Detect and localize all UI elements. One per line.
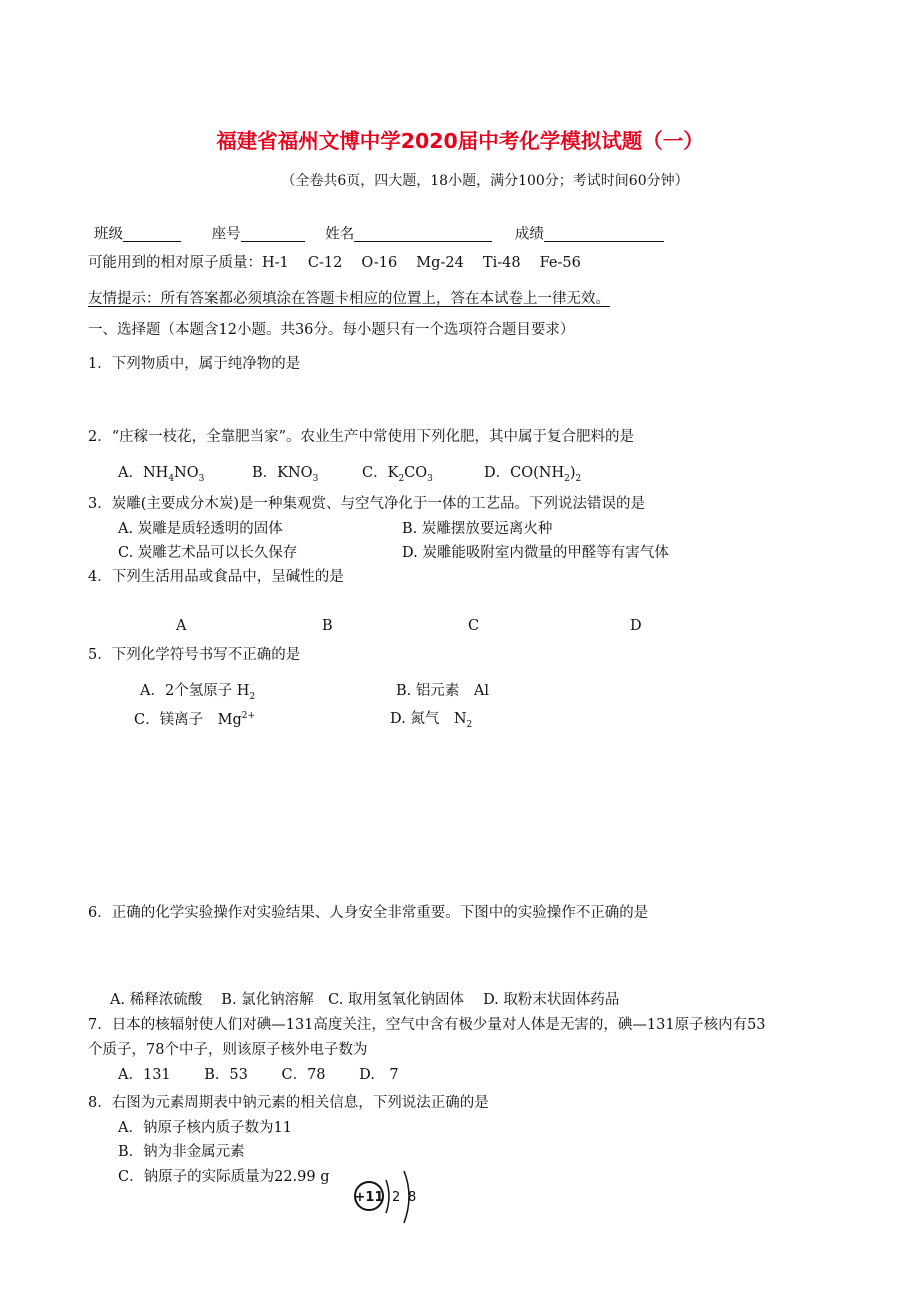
question-7-line-2: 个质子，78个中子，则该原子核外电子数为 — [88, 1042, 368, 1058]
question-2-option-c: C．$K_2CO_3$ — [362, 465, 433, 484]
question-5-option-d: D. 氮气 $N_2$ — [390, 711, 473, 730]
question-3: 3．炭雕(主要成分木炭)是一种集观赏、与空气净化于一体的工艺品。下列说法错误的是 — [88, 496, 646, 512]
question-5-option-a: A．2个氢原子 $H_2$ — [140, 683, 256, 702]
question-3-option-a: A. 炭雕是质轻透明的固体 — [118, 521, 283, 537]
question-2-option-d: D．$CO(NH_2)_2$ — [484, 465, 582, 484]
question-2-option-a: A．$NH_4NO_3$ — [118, 465, 205, 484]
question-3-option-c: C. 炭雕艺术品可以长久保存 — [118, 545, 298, 561]
question-4-label-c: C — [468, 618, 480, 634]
question-8-option-b: B．钠为非金属元素 — [118, 1144, 245, 1160]
question-8-option-a: A．钠原子核内质子数为11 — [118, 1120, 292, 1136]
sodium-atom-structure-diagram — [352, 1167, 424, 1229]
question-7-line-1: 7．日本的核辐射使人们对碘—131高度关注，空气中含有极少量对人体是无害的，碘—131原子核内有53 — [88, 1017, 766, 1033]
question-6: 6．正确的化学实验操作对实验结果、人身安全非常重要。下图中的实验操作不正确的是 — [88, 905, 649, 921]
field-name-label: 姓名 — [325, 226, 355, 243]
question-4-label-d: D — [630, 618, 642, 634]
question-4: 4．下列生活用品或食品中，呈碱性的是 — [88, 569, 344, 585]
question-6-options: A. 稀释浓硫酸 B. 氯化钠溶解 C. 取用氢氧化钠固体 D. 取粉末状固体药品 — [110, 992, 620, 1008]
electron-shell-2-count: 8 — [408, 1190, 417, 1205]
question-5-option-c: C．镁离子 $Mg^{2+}$ — [134, 711, 256, 728]
electron-shell-1-arc — [386, 1180, 389, 1213]
field-class-blank[interactable] — [123, 226, 181, 242]
question-5-option-b: B. 铝元素 Al — [396, 683, 489, 699]
nucleus-charge: +11 — [354, 1190, 384, 1205]
page-title: 福建省福州文博中学2020届中考化学模拟试题（一） — [216, 129, 704, 153]
question-5: 5．下列化学符号书写不正确的是 — [88, 647, 301, 663]
question-8: 8．右图为元素周期表中钠元素的相关信息，下列说法正确的是 — [88, 1095, 489, 1111]
question-7-options: A．131 B．53 C．78 D. 7 — [118, 1067, 399, 1083]
field-score-blank[interactable] — [544, 226, 664, 242]
field-class-label: 班级 — [94, 226, 123, 243]
atomic-masses: 可能用到的相对原子质量：H-1 C-12 O-16 Mg-24 Ti-48 Fe-56 — [88, 255, 581, 271]
question-3-option-b: B. 炭雕摆放要远离火种 — [402, 521, 553, 537]
question-4-label-b: B — [322, 618, 333, 634]
info-row — [94, 226, 688, 242]
electron-shell-1-count: 2 — [392, 1190, 401, 1205]
question-2-option-b: B．$KNO_3$ — [252, 465, 319, 484]
field-seat-blank[interactable] — [241, 226, 305, 242]
question-4-label-a: A — [176, 618, 187, 634]
field-seat-label: 座号 — [211, 226, 241, 243]
question-2: 2．“庄稼一枝花，全靠肥当家”。农业生产中常使用下列化肥，其中属于复合肥料的是 — [88, 429, 635, 445]
question-1: 1．下列物质中，属于纯净物的是 — [88, 356, 301, 372]
section-1-heading: 一、选择题（本题含12小题。共36分。每小题只有一个选项符合题目要求） — [88, 322, 575, 338]
field-name-blank[interactable] — [354, 226, 492, 242]
question-3-option-d: D. 炭雕能吸附室内微量的甲醛等有害气体 — [402, 545, 669, 561]
question-8-option-c: C．钠原子的实际质量为22.99 g — [118, 1169, 330, 1185]
friendly-tip: 友情提示：所有答案都必须填涂在答题卡相应的位置上，答在本试卷上一律无效。 — [88, 291, 610, 307]
field-score-label: 成绩 — [514, 226, 544, 243]
exam-meta: （全卷共6页，四大题，18小题，满分100分；考试时间60分钟） — [281, 173, 689, 189]
